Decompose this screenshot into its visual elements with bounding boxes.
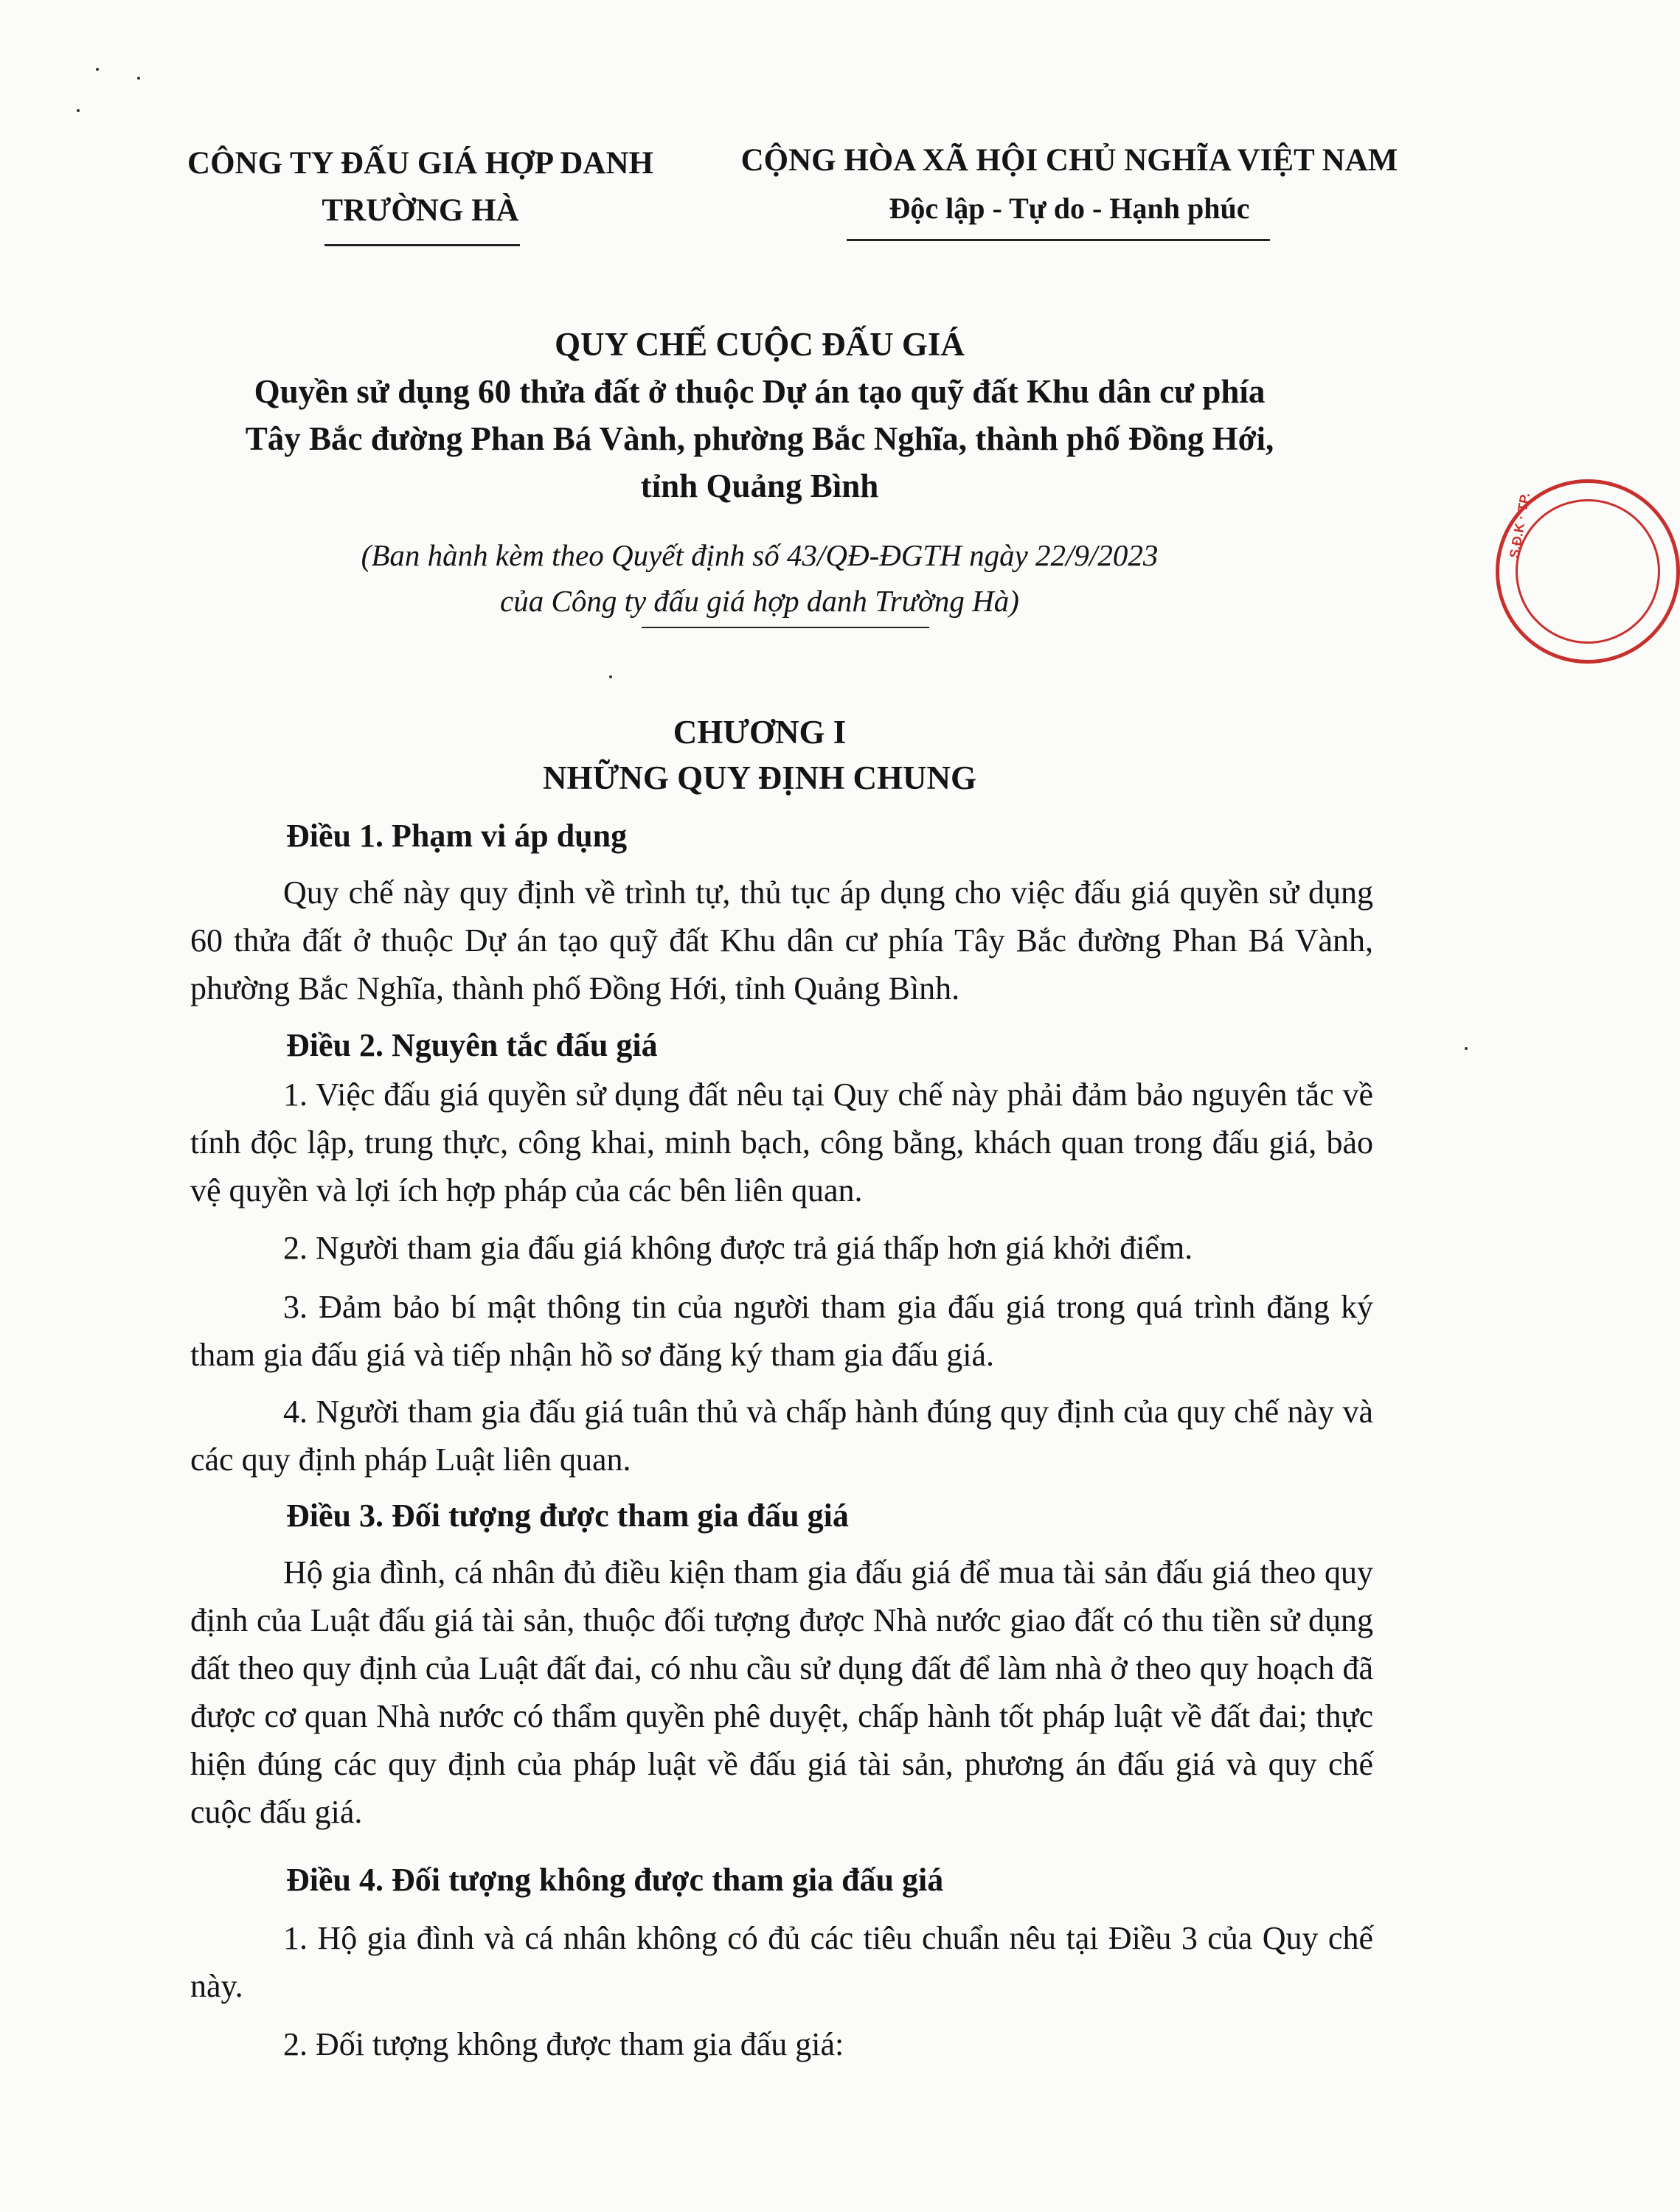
scan-speck [96, 68, 99, 71]
red-seal-stamp [1496, 479, 1680, 664]
article-4-item-1: 1. Hộ gia đình và cá nhân không có đủ các tiêu chuẩn nêu tại Điều 3 của Quy chế này. [190, 1920, 1373, 2004]
company-name-line1: CÔNG TY ĐẤU GIÁ HỢP DANH [187, 146, 653, 181]
article-2-item-1: 1. Việc đấu giá quyền sử dụng đất nêu tại Quy chế này phải đảm bảo nguyên tắc về tính độc lập, trung thực, công khai, minh bạch, công bằng, khách quan trong đấu giá, bảo vệ quyền và lợi ích hợp pháp của các bên liên quan. [190, 1077, 1373, 1208]
national-motto [708, 137, 1431, 184]
nation-line1: CỘNG HÒA XÃ HỘI CHỦ NGHĨA VIỆT NAM [740, 143, 1398, 178]
chapter-number: CHƯƠNG I [673, 714, 847, 751]
scan-speck [1465, 1047, 1468, 1050]
motto-underline [847, 239, 1270, 241]
scan-speck [609, 675, 612, 678]
seal-inner-ring [1516, 499, 1660, 644]
article-3-heading: Điều 3. Đối tượng được tham gia đấu giá [286, 1498, 849, 1534]
article-2-item-3: 3. Đảm bảo bí mật thông tin của người tham gia đấu giá trong quá trình đăng ký tham gia đấu giá và tiếp nhận hồ sơ đăng ký tham gia đấu giá. [190, 1289, 1373, 1373]
article-1-heading: Điều 1. Phạm vi áp dụng [286, 818, 628, 854]
article-2-item-2: 2. Người tham gia đấu giá không được trả giá thấp hơn giá khởi điểm. [283, 1230, 1193, 1266]
note-underline [642, 627, 929, 628]
article-2-item-4: 4. Người tham gia đấu giá tuân thủ và chấp hành đúng quy định của quy chế này và các quy định pháp Luật liên quan. [190, 1394, 1373, 1478]
nation-line2: Độc lập - Tự do - Hạnh phúc [889, 192, 1250, 225]
note-line2: của Công ty đấu giá hợp danh Trường Hà) [500, 584, 1019, 618]
article-4-heading: Điều 4. Đối tượng không được tham gia đấu giá [286, 1862, 944, 1898]
article-2-heading: Điều 2. Nguyên tắc đấu giá [286, 1027, 658, 1063]
article-1-paragraph: Quy chế này quy định về trình tự, thủ tục áp dụng cho việc đấu giá quyền sử dụng 60 thửa đất ở thuộc Dự án tạo quỹ đất Khu dân cư phía Tây Bắc đường Phan Bá Vành, phường Bắc Nghĩa, thành phố Đồng Hới, tỉnh Quảng Bình. [190, 874, 1373, 1006]
issuance-note [162, 532, 1357, 624]
company-name-line2: TRƯỜNG HÀ [322, 193, 519, 228]
document-title [162, 321, 1357, 509]
nation-line2-wrap [708, 187, 1431, 231]
company-underline [324, 244, 520, 246]
scan-speck [77, 109, 80, 112]
company-name [147, 140, 693, 234]
title-line3: Tây Bắc đường Phan Bá Vành, phường Bắc Nghĩa, thành phố Đồng Hới, [245, 420, 1274, 457]
scan-speck [137, 77, 140, 80]
seal-text: S.Đ.K · TP. [1507, 491, 1533, 560]
note-line1: (Ban hành kèm theo Quyết định số 43/QĐ-ĐGTH ngày 22/9/2023 [361, 538, 1159, 572]
title-line2: Quyền sử dụng 60 thửa đất ở thuộc Dự án tạo quỹ đất Khu dân cư phía [254, 373, 1266, 410]
chapter-name: NHỮNG QUY ĐỊNH CHUNG [543, 759, 976, 796]
title-line1: QUY CHẾ CUỘC ĐẤU GIÁ [555, 326, 965, 363]
chapter-heading [162, 709, 1357, 801]
title-line4: tỉnh Quảng Bình [640, 467, 879, 504]
article-3-paragraph: Hộ gia đình, cá nhân đủ điều kiện tham gia đấu giá để mua tài sản đấu giá theo quy định của Luật đấu giá tài sản, thuộc đối tượng được Nhà nước giao đất có thu tiền sử dụng đất theo quy định của Luật đất đai, có nhu cầu sử dụng đất để làm nhà ở theo quy hoạch đã được cơ quan Nhà nước có thẩm quyền phê duyệt, chấp hành tốt pháp luật về đất đai; thực hiện đúng các quy định của pháp luật về đấu giá tài sản, phương án đấu giá và quy chế cuộc đấu giá. [190, 1554, 1373, 1830]
article-4-item-2: 2. Đối tượng không được tham gia đấu giá: [283, 2026, 844, 2062]
